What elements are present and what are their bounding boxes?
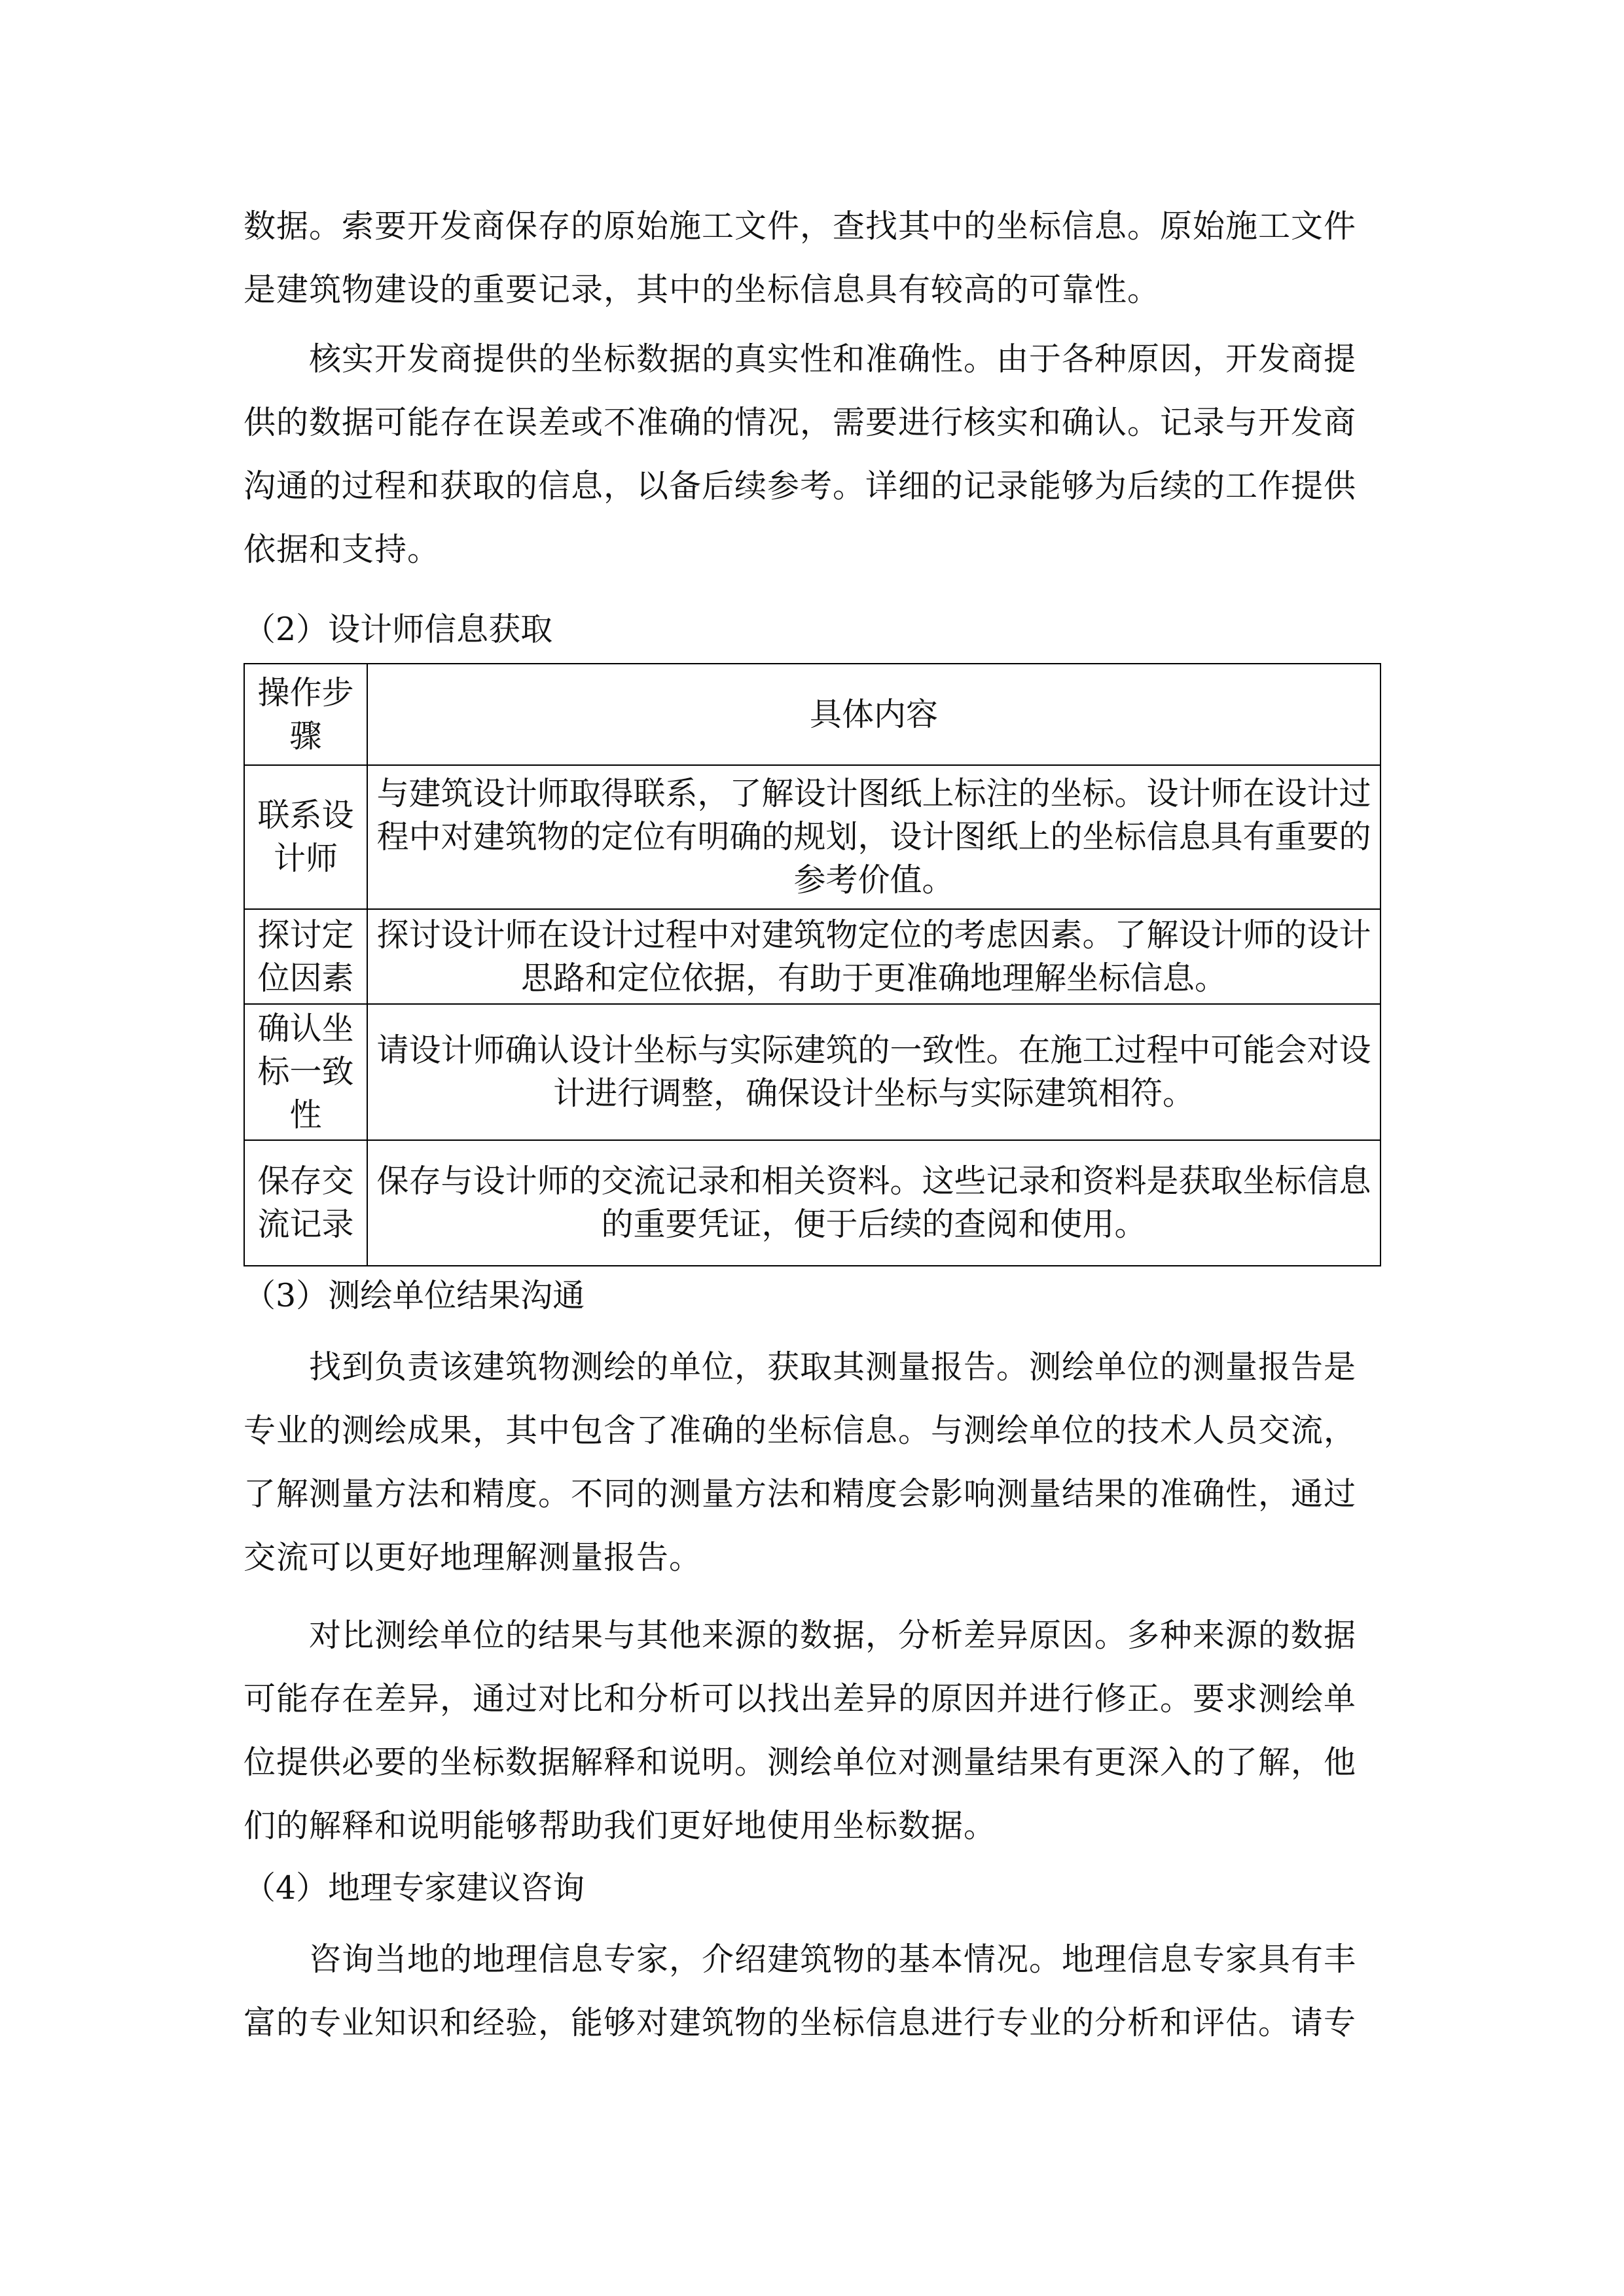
column-header-content: 具体内容: [367, 664, 1380, 765]
table-header-row: [244, 664, 1380, 765]
paragraph-original-construction-files: 数据。索要开发商保存的原始施工文件，查找其中的坐标信息。原始施工文件是建筑物建设的重要记录，其中的坐标信息具有较高的可靠性。: [244, 207, 1357, 308]
paragraph-consult-expert: 咨询当地的地理信息专家，介绍建筑物的基本情况。地理信息专家具有丰富的专业知识和经验，能够对建筑物的坐标信息进行专业的分析和评估。请专: [244, 1941, 1357, 2041]
table-row: [244, 1004, 1380, 1140]
designer-steps-table: [244, 663, 1381, 1266]
paragraph-verify-developer-data: 核实开发商提供的坐标数据的真实性和准确性。由于各种原因，开发商提供的数据可能存在误差或不准确的情况，需要进行核实和确认。记录与开发商沟通的过程和获取的信息，以备后续参考。详细的记录能够为后续的工作提供依据和支持。: [244, 340, 1357, 568]
section-heading-geo-expert: （4）地理专家建议咨询: [244, 1869, 585, 1907]
step-cell: 联系设计师: [244, 765, 367, 909]
column-header-step: 操作步骤: [244, 664, 367, 765]
table-row: [244, 909, 1380, 1004]
content-cell: 与建筑设计师取得联系，了解设计图纸上标注的坐标。设计师在设计过程中对建筑物的定位有明确的规划，设计图纸上的坐标信息具有重要的参考价值。: [367, 765, 1380, 909]
step-cell: 保存交流记录: [244, 1140, 367, 1266]
table-row: [244, 1140, 1380, 1266]
paragraph-compare-sources: 对比测绘单位的结果与其他来源的数据，分析差异原因。多种来源的数据可能存在差异，通过对比和分析可以找出差异的原因并进行修正。要求测绘单位提供必要的坐标数据解释和说明。测绘单位对测量结果有更深入的了解，他们的解释和说明能够帮助我们更好地使用坐标数据。: [244, 1617, 1357, 1844]
step-cell: 确认坐标一致性: [244, 1004, 367, 1140]
content-cell: 保存与设计师的交流记录和相关资料。这些记录和资料是获取坐标信息的重要凭证，便于后续的查阅和使用。: [367, 1140, 1380, 1266]
section-heading-designer: （2）设计师信息获取: [244, 611, 553, 648]
step-cell: 探讨定位因素: [244, 909, 367, 1004]
content-cell: 请设计师确认设计坐标与实际建筑的一致性。在施工过程中可能会对设计进行调整，确保设计坐标与实际建筑相符。: [367, 1004, 1380, 1140]
content-cell: 探讨设计师在设计过程中对建筑物定位的考虑因素。了解设计师的设计思路和定位依据，有助于更准确地理解坐标信息。: [367, 909, 1380, 1004]
table-row: [244, 765, 1380, 909]
paragraph-survey-report: 找到负责该建筑物测绘的单位，获取其测量报告。测绘单位的测量报告是专业的测绘成果，其中包含了准确的坐标信息。与测绘单位的技术人员交流，了解测量方法和精度。不同的测量方法和精度会影响测量结果的准确性，通过交流可以更好地理解测量报告。: [244, 1348, 1357, 1576]
section-heading-surveying: （3）测绘单位结果沟通: [244, 1277, 585, 1314]
